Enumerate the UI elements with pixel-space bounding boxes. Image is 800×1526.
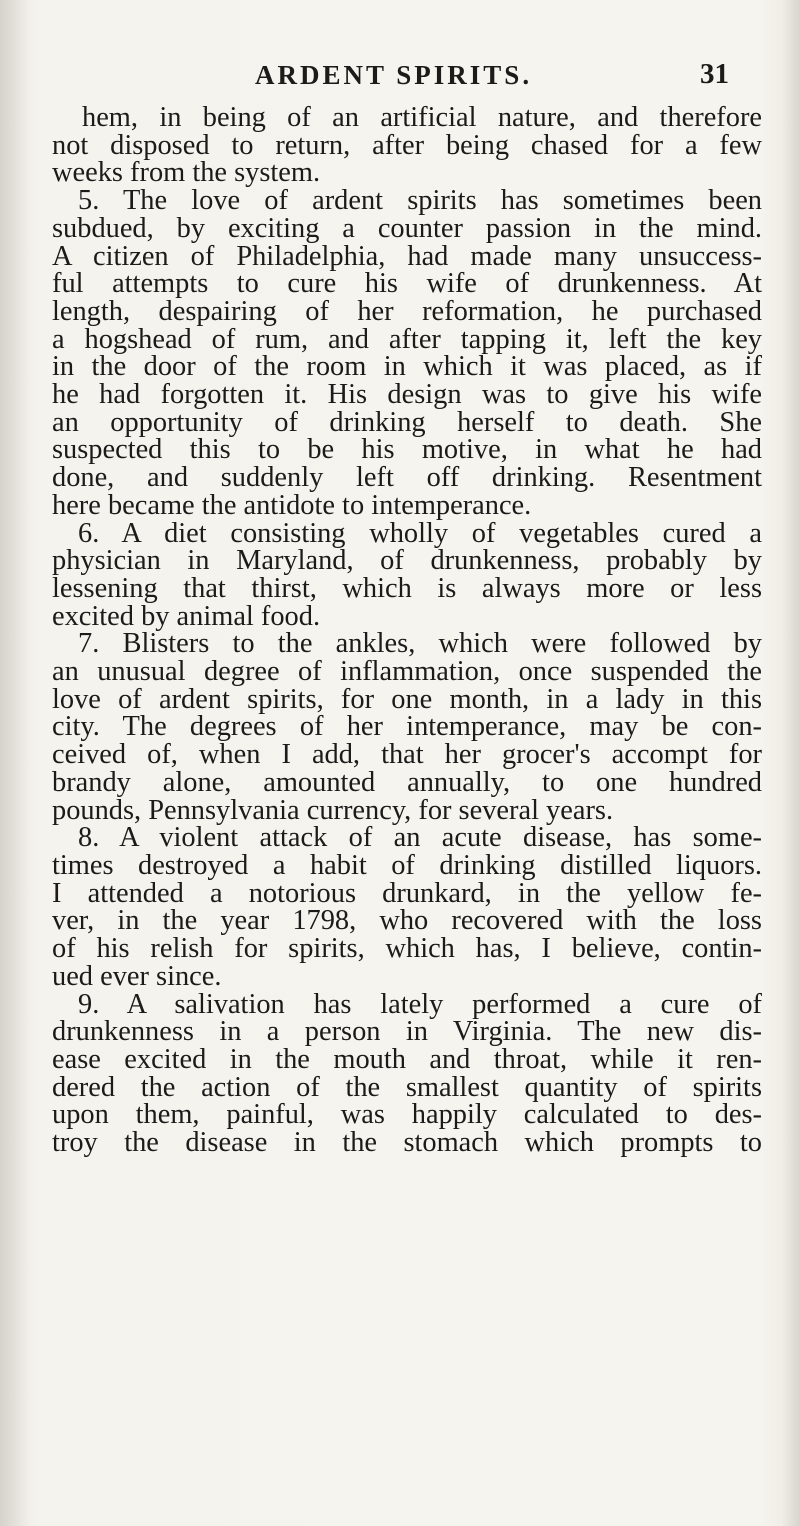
text-line: ver, in the year 1798, who recovered with the loss [52, 905, 762, 937]
text-line: 7. Blisters to the ankles, which were followed by [78, 628, 762, 660]
text-line: love of ardent spirits, for one month, in a lady in this [52, 683, 762, 715]
text-line: 5. The love of ardent spirits has sometimes been [78, 185, 762, 217]
text-line: 9. A salivation has lately performed a cure of [78, 988, 762, 1020]
text-line: pounds, Pennsylvania currency, for several years. [52, 794, 614, 826]
running-head [0, 60, 800, 94]
text-line: city. The degrees of her intemperance, may be con- [52, 711, 762, 743]
text-line: an opportunity of drinking herself to death. She [52, 406, 762, 438]
text-line: 6. A diet consisting wholly of vegetables cured a [78, 517, 762, 549]
text-line: dered the action of the smallest quantity of spirits [52, 1071, 762, 1103]
text-line: excited by animal food. [52, 600, 321, 632]
text-line: done, and suddenly left off drinking. Resentment [52, 462, 762, 494]
text-line: an unusual degree of inflammation, once suspended the [52, 656, 762, 688]
text-line: times destroyed a habit of drinking distilled liquors. [52, 849, 762, 881]
text-line: ued ever since. [52, 960, 222, 992]
text-line: length, despairing of her reformation, he purchased [52, 295, 762, 327]
text-line: ease excited in the mouth and throat, while it ren- [52, 1043, 762, 1075]
text-line: lessening that thirst, which is always more or less [52, 572, 762, 604]
text-line: A citizen of Philadelphia, had made many unsuccess- [52, 240, 762, 272]
text-line: of his relish for spirits, which has, I believe, contin- [52, 933, 762, 965]
text-line: here became the antidote to intemperance. [52, 489, 532, 521]
text-line: a hogshead of rum, and after tapping it, left the key [52, 323, 762, 355]
text-line: troy the disease in the stomach which prompts to [52, 1127, 762, 1159]
text-line: 8. A violent attack of an acute disease, has some- [78, 822, 762, 854]
text-line: he had forgotten it. His design was to give his wife [52, 379, 762, 411]
text-line: upon them, painful, was happily calculated to des- [52, 1099, 762, 1131]
text-line: physician in Maryland, of drunkenness, probably by [52, 545, 762, 577]
text-line: weeks from the system. [52, 157, 321, 189]
body-text [52, 104, 762, 1157]
text-line: subdued, by exciting a counter passion in the mind. [52, 212, 762, 244]
page-gutter-shadow [0, 0, 30, 1526]
text-line: ful attempts to cure his wife of drunkenness. At [52, 268, 762, 300]
text-line: brandy alone, amounted annually, to one hundred [52, 766, 762, 798]
text-line: hem, in being of an artificial nature, and therefore [82, 102, 762, 133]
page-number: 31 [700, 58, 729, 90]
text-line: suspected this to be his motive, in what he had [52, 434, 762, 466]
page-edge-shadow [782, 0, 800, 1526]
text-line: drunkenness in a person in Virginia. The new dis- [52, 1016, 762, 1048]
text-line: I attended a notorious drunkard, in the yellow fe- [52, 877, 762, 909]
text-line: not disposed to return, after being chased for a few [52, 129, 762, 161]
text-line: in the door of the room in which it was placed, as if [52, 351, 762, 383]
running-title: ARDENT SPIRITS. [255, 60, 533, 90]
text-line: ceived of, when I add, that her grocer's accompt for [52, 739, 762, 771]
